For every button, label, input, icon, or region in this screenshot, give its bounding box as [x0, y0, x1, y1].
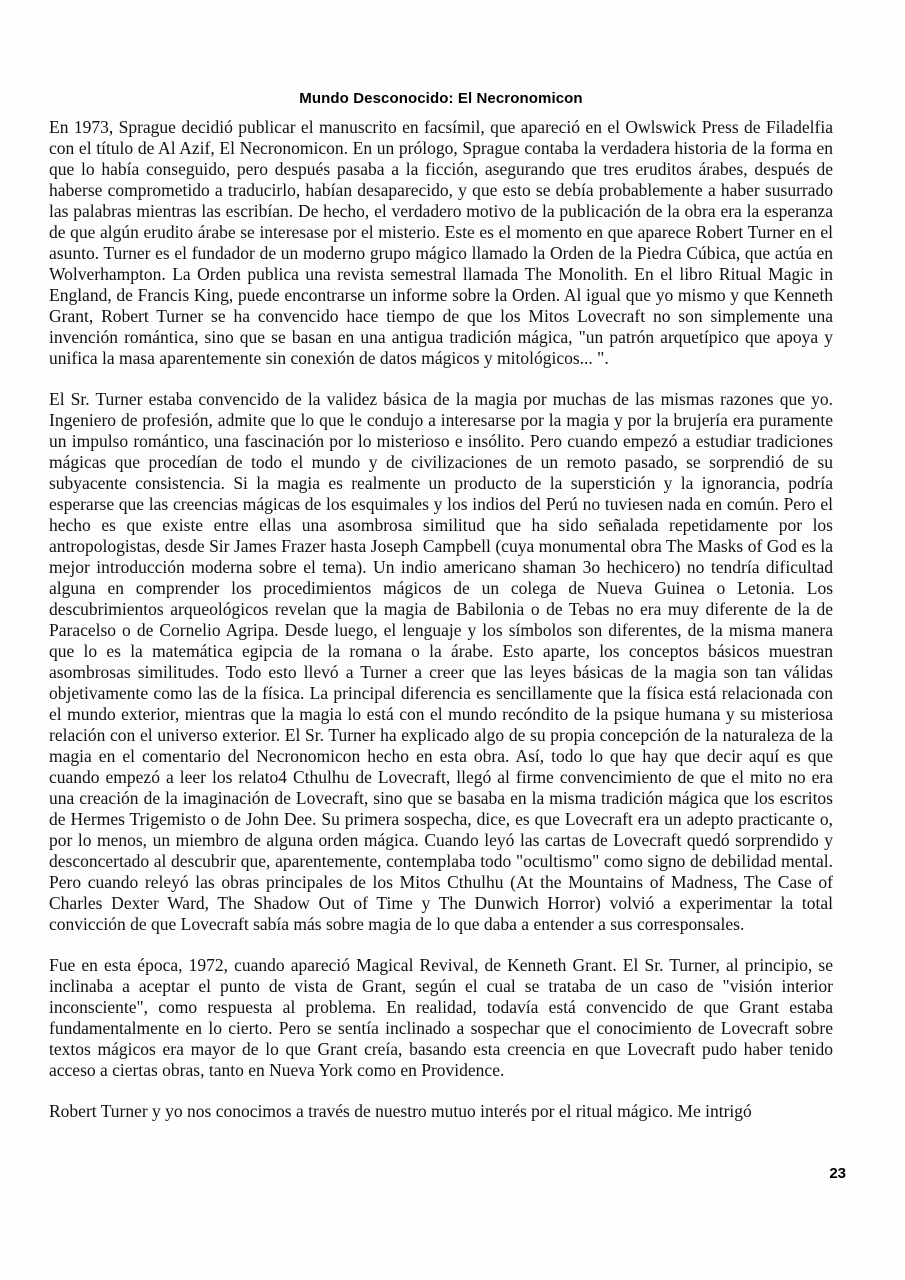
text-column	[49, 91, 833, 1122]
paragraph-4: Robert Turner y yo nos conocimos a través de nuestro mutuo interés por el ritual mágico. Me intrigó	[49, 1101, 752, 1121]
paragraph-3: Fue en esta época, 1972, cuando apareció Magical Revival, de Kenneth Grant. El Sr. Turner, al principio, se inclinaba a aceptar el punto de vista de Grant, según el cual se trataba de un caso de "visión interior inconsciente", como respuesta al problema. En realidad, todavía está convencido de que Grant estaba fundamentalmente en lo cierto. Pero se sentía inclinado a sospechar que el conocimiento de Lovecraft sobre textos mágicos era mayor de lo que Grant creía, basando esta creencia en que Lovecraft pudo haber tenido acceso a ciertas obras, tanto en Nueva York como en Providence.	[49, 955, 833, 1080]
paragraph-1: En 1973, Sprague decidió publicar el manuscrito en facsímil, que apareció en el Owlswick Press de Filadelfia con el título de Al Azif, El Necronomicon. En un prólogo, Sprague contaba la verdadera historia de la forma en que lo había conseguido, pero después pasaba a la ficción, asegurando que tres eruditos árabes, después de haberse comprometido a traducirlo, habían desaparecido, y que esto se debía probablemente a haber susurrado las palabras mientras las escribían. De hecho, el verdadero motivo de la publicación de la obra era la esperanza de que algún erudito árabe se interesase por el misterio. Este es el momento en que aparece Robert Turner en el asunto. Turner es el fundador de un moderno grupo mágico llamado la Orden de la Piedra Cúbica, que actúa en Wolverhampton. La Orden publica una revista semestral llamada The Monolith. En el libro Ritual Magic in England, de Francis King, puede encontrarse un informe sobre la Orden. Al igual que yo mismo y que Kenneth Grant, Robert Turner se ha convencido hace tiempo de que los Mitos Lovecraft no son simplemente una invención romántica, sino que se basan en una antigua tradición mágica, "un patrón arquetípico que apoya y unifica la masa aparentemente sin conexión de datos mágicos y mitológicos... ".	[49, 117, 833, 368]
page-title: Mundo Desconocido: El Necronomicon	[299, 90, 583, 107]
page-number: 23	[829, 1165, 846, 1182]
paragraph-2: El Sr. Turner estaba convencido de la validez básica de la magia por muchas de las mismas razones que yo. Ingeniero de profesión, admite que lo que le condujo a interesarse por la magia y por la brujería era puramente un impulso romántico, una fascinación por lo misterioso e insólito. Pero cuando empezó a estudiar tradiciones mágicas que procedían de todo el mundo y de civilizaciones de un remoto pasado, se sorprendió de su subyacente consistencia. Si la magia es realmente un producto de la superstición y la ignorancia, podría esperarse que las creencias mágicas de los esquimales y los indios del Perú no tuviesen nada en común. Pero el hecho es que existe entre ellas una asombrosa similitud que ha sido señalada repetidamente por los antropologistas, desde Sir James Frazer hasta Joseph Campbell (cuya monumental obra The Masks of God es la mejor introducción moderna sobre el tema). Un indio americano shaman 3o hechicero) no tendría dificultad alguna en comprender los procedimientos mágicos de un colega de Nueva Guinea o Letonia. Los descubrimientos arqueológicos revelan que la magia de Babilonia o de Tebas no era muy diferente de la de Paracelso o de Cornelio Agripa. Desde luego, el lenguaje y los símbolos son diferentes, de la misma manera que lo es la matemática egipcia de la romana o la árabe. Esto aparte, los conceptos básicos muestran asombrosas similitudes. Todo esto llevó a Turner a creer que las leyes básicas de la magia son tan válidas objetivamente como las de la física. La principal diferencia es sencillamente que la física está relacionada con el mundo exterior, mientras que la magia lo está con el mundo recóndito de la psique humana y su misteriosa relación con el universo exterior. El Sr. Turner ha explicado algo de su propia concepción de la naturaleza de la magia en el comentario del Necronomicon hecho en esta obra. Así, todo lo que hay que decir aquí es que cuando empezó a leer los relato4 Cthulhu de Lovecraft, llegó al firme convencimiento de que el mito no era una creación de la imaginación de Lovecraft, sino que se basaba en la misma tradición mágica que los escritos de Hermes Trigemisto o de John Dee. Su primera sospecha, dice, es que Lovecraft era un adepto practicante o, por lo menos, un miembro de alguna orden mágica. Cuando leyó las cartas de Lovecraft quedó sorprendido y desconcertado al descubrir que, aparentemente, contemplaba todo "ocultismo" como signo de debilidad mental. Pero cuando releyó las obras principales de los Mitos Cthulhu (At the Mountains of Madness, The Case of Charles Dexter Ward, The Shadow Out of Time y The Dunwich Horror) volvió a experimentar la total convicción de que Lovecraft sabía más sobre magia de lo que daba a entender a sus corresponsales.	[49, 389, 833, 934]
